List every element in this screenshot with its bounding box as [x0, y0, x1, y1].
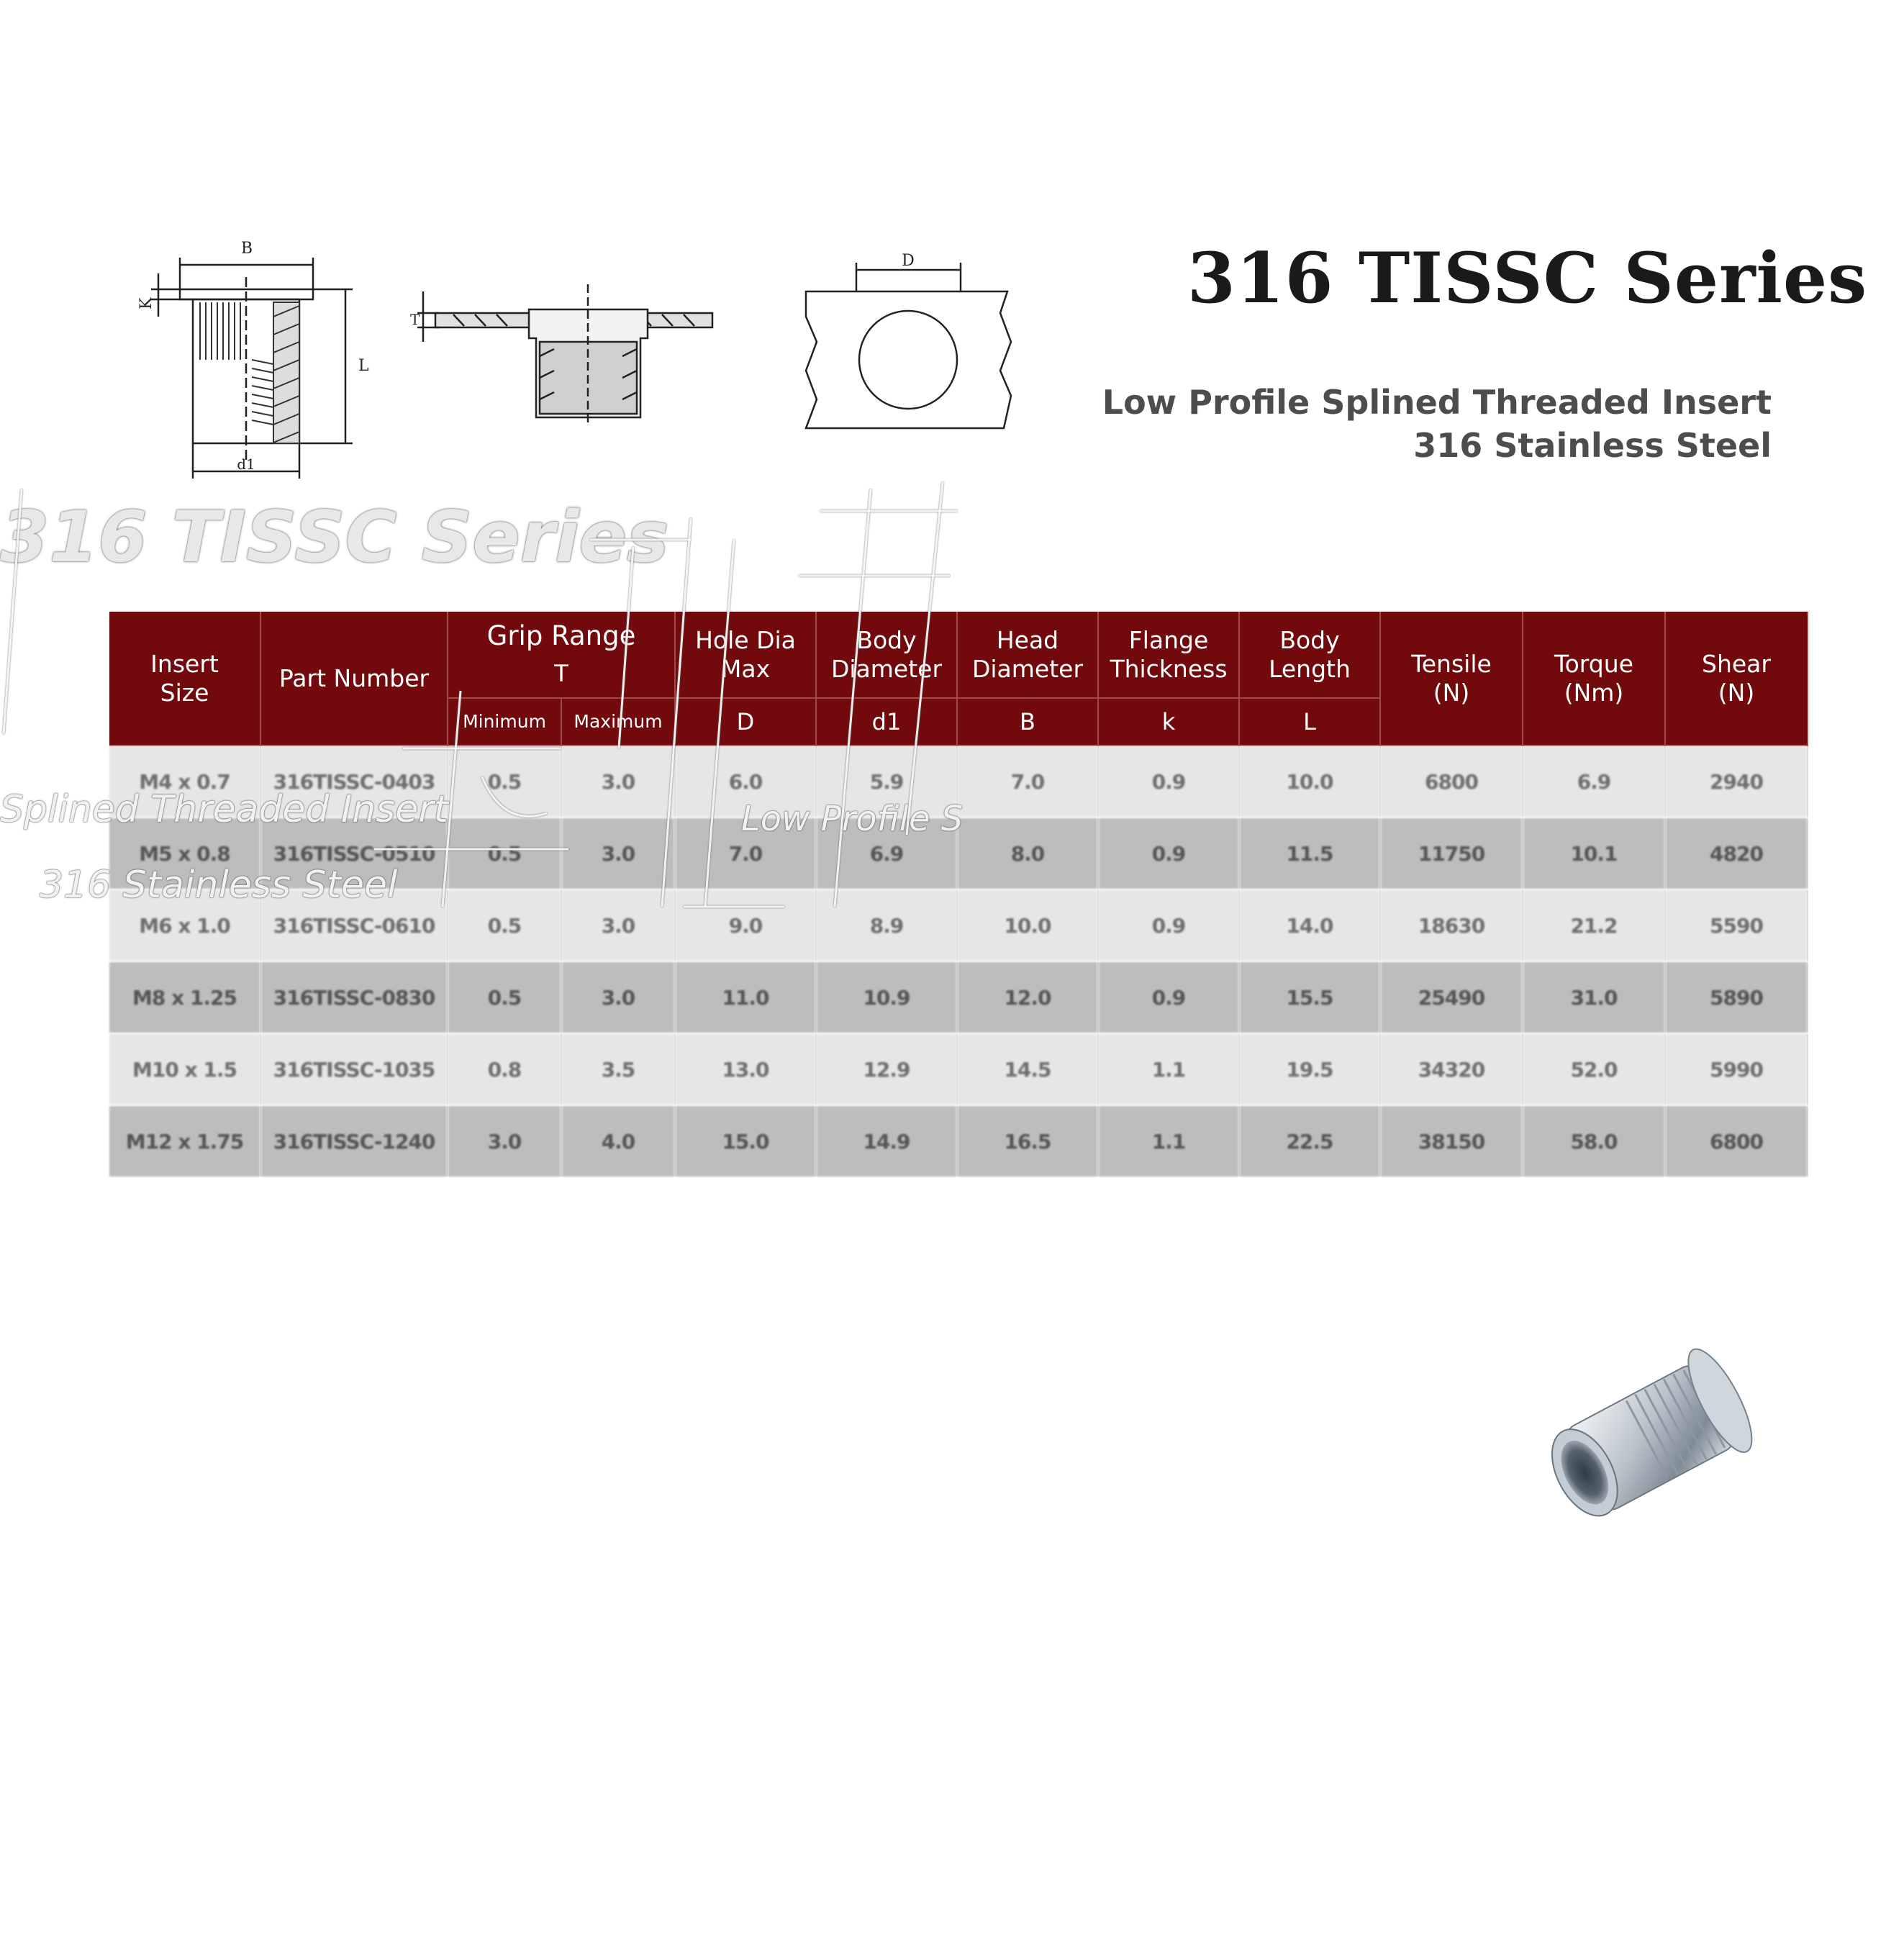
ghost-lowprofile-overlay: Low Profile S: [741, 799, 964, 839]
cell-tensile: 38150: [1380, 1105, 1523, 1177]
col-header-grip-min: Minimum: [448, 698, 561, 746]
header-line: Diameter: [830, 654, 943, 683]
col-header-torque: [1523, 612, 1665, 746]
insert-side-section-drawing: [130, 237, 389, 482]
col-symbol-k: k: [1098, 698, 1239, 746]
header-line: (N): [1433, 678, 1470, 707]
cell-flange-thickness: 0.9: [1098, 889, 1239, 961]
cell-part-number: 316TISSC-1035: [260, 1033, 448, 1105]
cell-insert-size: M12 x 1.75: [109, 1105, 260, 1177]
col-header-head-diameter: [957, 612, 1098, 698]
header-line: Body: [856, 625, 917, 654]
col-header-flange-thickness: [1098, 612, 1239, 698]
cell-head-diameter: 8.0: [957, 817, 1098, 889]
cell-grip-min: 0.5: [448, 817, 561, 889]
cell-shear: 5590: [1665, 889, 1808, 961]
cell-insert-size: M6 x 1.0: [109, 889, 260, 961]
header-line: Body: [1279, 625, 1340, 654]
cell-torque: 52.0: [1523, 1033, 1665, 1105]
cell-part-number: 316TISSC-0403: [260, 746, 448, 817]
cell-torque: 10.1: [1523, 817, 1665, 889]
cell-tensile: 6800: [1380, 746, 1523, 817]
header-line: Head: [996, 625, 1059, 654]
cell-torque: 21.2: [1523, 889, 1665, 961]
col-header-shear: [1665, 612, 1808, 746]
cell-grip-min: 0.5: [448, 889, 561, 961]
header-line: Insert: [150, 649, 219, 678]
cell-body-length: 14.0: [1239, 889, 1380, 961]
col-symbol-b: B: [957, 698, 1098, 746]
cell-body-diameter: 5.9: [816, 746, 957, 817]
cell-head-diameter: 10.0: [957, 889, 1098, 961]
cell-shear: 5890: [1665, 961, 1808, 1033]
cell-grip-max: 3.5: [561, 1033, 675, 1105]
insert-installed-drawing: [410, 284, 727, 428]
header-line: (Nm): [1564, 678, 1624, 707]
header-line: Torque: [1554, 649, 1633, 678]
ghost-material-overlay: 316 Stainless Steel: [40, 864, 398, 907]
cell-body-length: 15.5: [1239, 961, 1380, 1033]
cell-body-diameter: 8.9: [816, 889, 957, 961]
cell-grip-max: 3.0: [561, 746, 675, 817]
cell-shear: 5990: [1665, 1033, 1808, 1105]
cell-tensile: 34320: [1380, 1033, 1523, 1105]
subtitle-product: Low Profile Splined Threaded Insert: [1102, 383, 1772, 422]
cell-tensile: 11750: [1380, 817, 1523, 889]
cell-tensile: 18630: [1380, 889, 1523, 961]
cell-head-diameter: 12.0: [957, 961, 1098, 1033]
cell-flange-thickness: 1.1: [1098, 1033, 1239, 1105]
cell-hole-dia: 9.0: [675, 889, 816, 961]
cell-grip-max: 3.0: [561, 889, 675, 961]
dim-label-d: D: [902, 252, 915, 270]
cell-part-number: 316TISSC-1240: [260, 1105, 448, 1177]
cell-grip-min: 0.8: [448, 1033, 561, 1105]
series-title: 316 TISSC Series: [1187, 237, 1868, 319]
ghost-subtitle-overlay: Splined Threaded Insert: [0, 788, 449, 831]
header-line: Tensile: [1411, 649, 1492, 678]
dim-label-l: L: [358, 357, 369, 375]
dim-label-b: B: [240, 240, 253, 258]
col-header-tensile: [1380, 612, 1523, 746]
ghost-title-overlay: 316 TISSC Series: [0, 497, 669, 579]
dim-label-k: K: [137, 297, 155, 309]
cell-body-length: 19.5: [1239, 1033, 1380, 1105]
header-line: Hole Dia: [695, 625, 796, 654]
header-line: Flange: [1128, 625, 1209, 654]
cell-grip-min: 0.5: [448, 746, 561, 817]
cell-torque: 58.0: [1523, 1105, 1665, 1177]
cell-body-length: 11.5: [1239, 817, 1380, 889]
dim-label-d1: d1: [237, 456, 255, 473]
cell-body-diameter: 10.9: [816, 961, 957, 1033]
cell-hole-dia: 6.0: [675, 746, 816, 817]
table-row: [109, 1033, 1808, 1105]
col-header-part-number: Part Number: [260, 612, 448, 746]
header-line: Max: [720, 654, 771, 683]
header-line: Thickness: [1110, 654, 1228, 683]
cell-insert-size: M8 x 1.25: [109, 961, 260, 1033]
cell-flange-thickness: 0.9: [1098, 746, 1239, 817]
cell-body-length: 10.0: [1239, 746, 1380, 817]
cell-shear: 2940: [1665, 746, 1808, 817]
table-row: [109, 1105, 1808, 1177]
dim-label-t: T: [410, 311, 420, 328]
col-header-body-length: [1239, 612, 1380, 698]
col-symbol-d: D: [675, 698, 816, 746]
table-row: [109, 961, 1808, 1033]
cell-body-diameter: 6.9: [816, 817, 957, 889]
cell-grip-max: 3.0: [561, 961, 675, 1033]
cell-flange-thickness: 1.1: [1098, 1105, 1239, 1177]
cell-insert-size: M10 x 1.5: [109, 1033, 260, 1105]
header-line: Grip Range: [486, 620, 636, 651]
header-line: Diameter: [971, 654, 1084, 683]
cell-head-diameter: 16.5: [957, 1105, 1098, 1177]
cell-body-length: 22.5: [1239, 1105, 1380, 1177]
col-symbol-l: L: [1239, 698, 1380, 746]
cell-part-number: 316TISSC-0610: [260, 889, 448, 961]
cell-shear: 4820: [1665, 817, 1808, 889]
cell-grip-min: 0.5: [448, 961, 561, 1033]
header-line: Shear: [1702, 649, 1771, 678]
cell-insert-size: M4 x 0.7: [109, 746, 260, 817]
cell-torque: 6.9: [1523, 746, 1665, 817]
header-symbol: T: [554, 659, 568, 687]
cell-head-diameter: 14.5: [957, 1033, 1098, 1105]
cell-body-diameter: 14.9: [816, 1105, 957, 1177]
cell-flange-thickness: 0.9: [1098, 961, 1239, 1033]
header-line: Size: [160, 678, 209, 707]
header-line: Length: [1269, 654, 1351, 683]
ghost-drawing-overlay: [0, 475, 964, 921]
cell-shear: 6800: [1665, 1105, 1808, 1177]
cell-hole-dia: 7.0: [675, 817, 816, 889]
cell-hole-dia: 13.0: [675, 1033, 816, 1105]
cell-hole-dia: 15.0: [675, 1105, 816, 1177]
cell-part-number: 316TISSC-0830: [260, 961, 448, 1033]
cell-part-number: 316TISSC-0510: [260, 817, 448, 889]
cell-insert-size: M5 x 0.8: [109, 817, 260, 889]
cell-body-diameter: 12.9: [816, 1033, 957, 1105]
cell-tensile: 25490: [1380, 961, 1523, 1033]
cell-grip-max: 4.0: [561, 1105, 675, 1177]
cell-hole-dia: 11.0: [675, 961, 816, 1033]
cell-torque: 31.0: [1523, 961, 1665, 1033]
cell-grip-max: 3.0: [561, 817, 675, 889]
cell-flange-thickness: 0.9: [1098, 817, 1239, 889]
col-header-grip-max: Maximum: [561, 698, 675, 746]
header-line: (N): [1718, 678, 1755, 707]
subtitle-material: 316 Stainless Steel: [1413, 426, 1772, 465]
col-symbol-d1: d1: [816, 698, 957, 746]
rivet-nut-product-image: [1533, 1331, 1777, 1547]
cell-grip-min: 3.0: [448, 1105, 561, 1177]
cell-head-diameter: 7.0: [957, 746, 1098, 817]
